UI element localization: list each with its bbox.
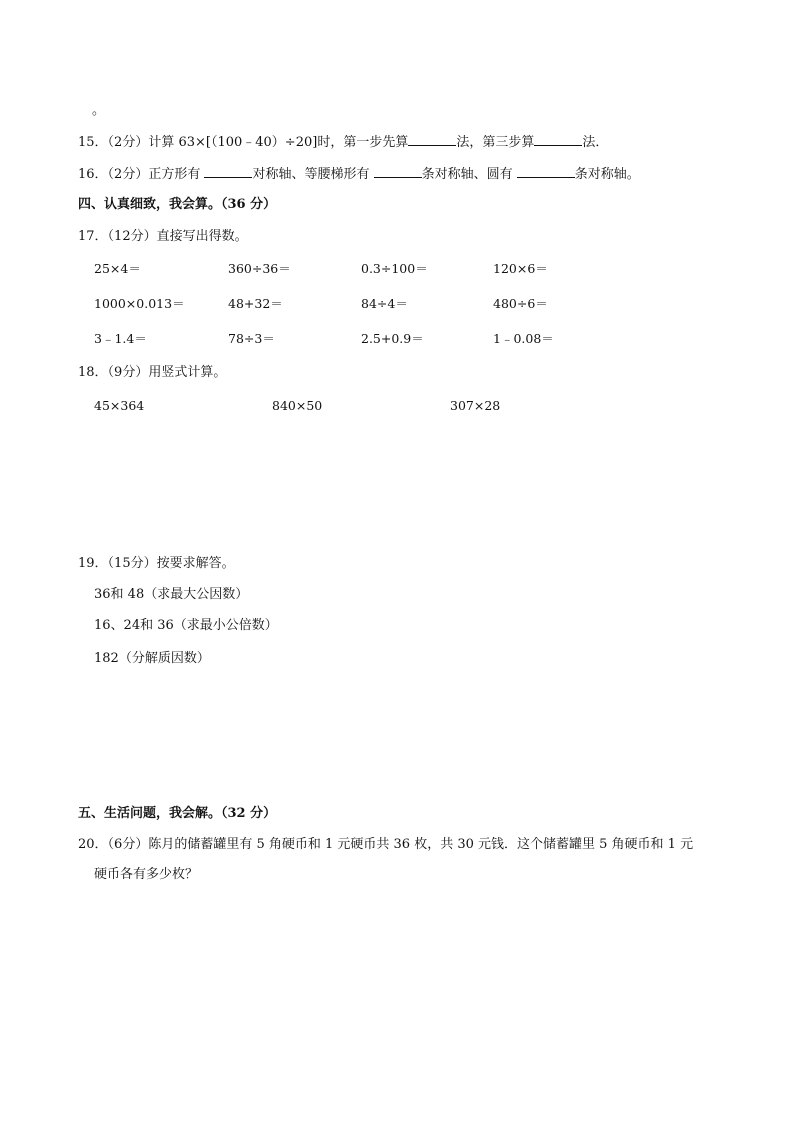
q18-title: 18．（9分）用竖式计算。 bbox=[78, 365, 227, 380]
q17-item: 1﹣0.08＝ bbox=[493, 331, 554, 346]
q19-item: 16、24和 36（求最小公倍数） bbox=[94, 618, 278, 633]
q18-item: 45×364 bbox=[94, 398, 145, 413]
q17-item: 84÷4＝ bbox=[361, 296, 408, 311]
q15-blank-1[interactable] bbox=[408, 133, 456, 146]
q16-blank-3[interactable] bbox=[517, 165, 575, 178]
top-mark: 。 bbox=[92, 103, 106, 118]
q16-text-a: 16．（2分）正方形有 bbox=[78, 167, 205, 182]
q17-item: 1000×0.013＝ bbox=[94, 296, 185, 311]
q15-text-c: 法． bbox=[582, 135, 609, 150]
q16-blank-1[interactable] bbox=[204, 165, 252, 178]
q17-item: 0.3÷100＝ bbox=[361, 261, 428, 276]
q16-text-b: 对称轴、等腰梯形有 bbox=[252, 167, 374, 182]
q16-text-d: 条对称轴。 bbox=[574, 167, 640, 182]
q17-item: 360÷36＝ bbox=[228, 261, 291, 276]
q17-item: 48+32＝ bbox=[228, 296, 283, 311]
q18-item: 840×50 bbox=[272, 398, 323, 413]
q16-text-c: 条对称轴、圆有 bbox=[421, 167, 517, 182]
q17-item: 2.5+0.9＝ bbox=[361, 331, 424, 346]
q17-title: 17．（12分）直接写出得数。 bbox=[78, 229, 248, 244]
q17-item: 3﹣1.4＝ bbox=[94, 331, 147, 346]
q19-title: 19．（15分）按要求解答。 bbox=[78, 556, 235, 571]
q17-item: 25×4＝ bbox=[94, 261, 141, 276]
question-15 bbox=[78, 133, 608, 152]
question-16 bbox=[78, 165, 640, 184]
q17-item: 480÷6＝ bbox=[493, 296, 548, 311]
section-5-heading: 五、生活问题，我会解。（32 分） bbox=[78, 806, 277, 821]
q19-item: 182（分解质因数） bbox=[94, 651, 210, 666]
q18-item: 307×28 bbox=[450, 398, 501, 413]
q20-line-2: 硬币各有多少枚？ bbox=[94, 867, 199, 882]
q15-text-b: 法，第三步算 bbox=[456, 135, 535, 150]
q17-item: 78÷3＝ bbox=[228, 331, 275, 346]
q20-line-1: 20．（6分）陈月的储蓄罐里有 5 角硬币和 1 元硬币共 36 枚，共 30 元钱．这个储蓄罐里 5 角硬币和 1 元 bbox=[78, 837, 694, 852]
q16-blank-2[interactable] bbox=[374, 165, 422, 178]
q19-item: 36和 48（求最大公因数） bbox=[94, 587, 249, 602]
q15-blank-2[interactable] bbox=[534, 133, 582, 146]
q17-item: 120×6＝ bbox=[493, 261, 548, 276]
q15-text-a: 15．（2分）计算 63×[（100﹣40）÷20]时，第一步先算 bbox=[78, 135, 409, 150]
section-4-heading: 四、认真细致，我会算。（36 分） bbox=[78, 197, 277, 212]
